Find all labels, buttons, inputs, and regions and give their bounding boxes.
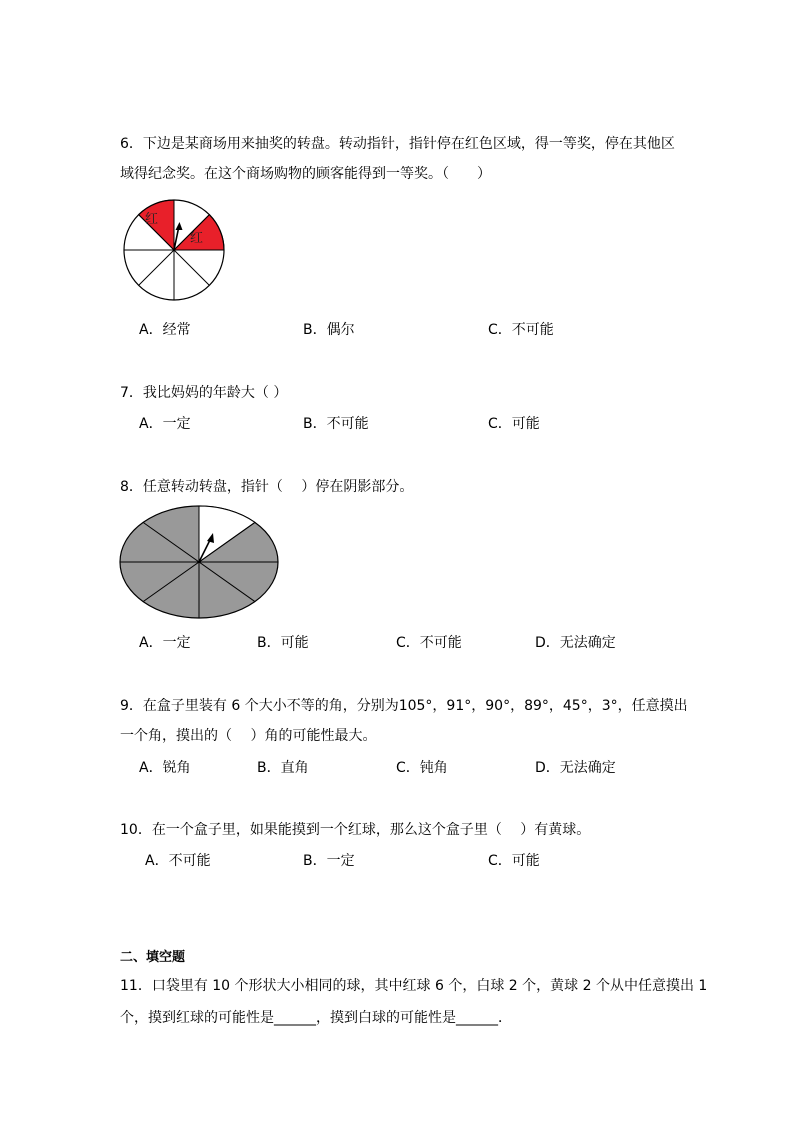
q10-option-c[interactable]: C．可能	[488, 853, 540, 869]
q6-text-line1: 6．下边是某商场用来抽奖的转盘。转动指针，指针停在红色区域，得一等奖，停在其他区	[120, 136, 675, 152]
q8-option-b[interactable]: B．可能	[257, 635, 309, 651]
q8-option-d[interactable]: D．无法确定	[535, 635, 616, 651]
q9-option-b[interactable]: B．直角	[257, 760, 309, 776]
q9-text-line2: 一个角，摸出的（ ）角的可能性最大。	[120, 728, 377, 744]
section-heading-fill-in: 二、填空题	[120, 950, 186, 965]
q6-spinner-figure	[120, 197, 230, 307]
q6-option-a[interactable]: A．经常	[139, 322, 191, 338]
q7-text: 7．我比妈妈的年龄大（ ）	[120, 385, 288, 401]
q9-option-a[interactable]: A．锐角	[139, 760, 191, 776]
q10-text: 10．在一个盒子里，如果能摸到一个红球，那么这个盒子里（ ）有黄球。	[120, 822, 591, 838]
q7-option-b[interactable]: B．不可能	[303, 416, 369, 432]
q8-spinner-figure	[118, 503, 282, 623]
q7-option-c[interactable]: C．可能	[488, 416, 540, 432]
q9-option-d[interactable]: D．无法确定	[535, 760, 616, 776]
q9-text-line1: 9．在盒子里装有 6 个大小不等的角，分别为105°，91°，90°，89°，45°，3°，任意摸出	[120, 698, 688, 714]
q6-text-line2: 域得纪念奖。在这个商场购物的顾客能得到一等奖。（ ）	[120, 166, 491, 182]
q11-text-line2: 个，摸到红球的可能性是______，摸到白球的可能性是______．	[120, 1010, 512, 1026]
q6-option-b[interactable]: B．偶尔	[303, 322, 355, 338]
q11-text-line1: 11．口袋里有 10 个形状大小相同的球，其中红球 6 个，白球 2 个，黄球 2 个从中任意摸出 1	[120, 978, 708, 994]
q7-option-a[interactable]: A．一定	[139, 416, 191, 432]
spinner-label-red-2: 红	[190, 231, 204, 246]
q8-option-c[interactable]: C．不可能	[396, 635, 462, 651]
spinner-label-red-1: 红	[145, 212, 159, 227]
q8-text: 8．任意转动转盘，指针（ ）停在阴影部分。	[120, 479, 414, 495]
q8-option-a[interactable]: A．一定	[139, 635, 191, 651]
q10-option-a[interactable]: A．不可能	[145, 853, 211, 869]
q10-option-b[interactable]: B．一定	[303, 853, 355, 869]
q9-option-c[interactable]: C．钝角	[396, 760, 448, 776]
spinner-pointer-head-icon	[176, 222, 183, 230]
q6-option-c[interactable]: C．不可能	[488, 322, 554, 338]
